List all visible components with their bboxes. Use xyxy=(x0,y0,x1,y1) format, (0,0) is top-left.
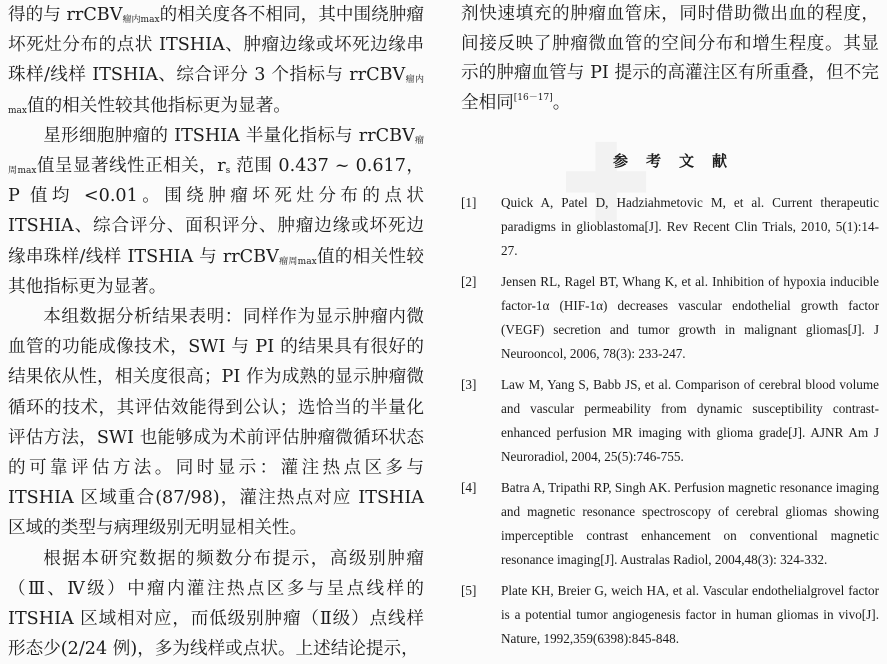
right-column xyxy=(461,0,879,658)
paragraph-1 xyxy=(8,121,424,302)
text-run: 范围 0.437 ~ 0.617，P 值均 <0.01。围绕肿瘤坏死灶分布的点状 ITSHIA、综合评分、面积评分、肿瘤边缘或坏死边缘串珠样/线样 ITSHIA 与 rrCBV xyxy=(8,156,424,267)
reference-text: Quick A, Patel D, Hadziahmetovic M, et al. Current therapeutic paradigms in glioblastoma[J]. Rev Recent Clin Trials, 2010, 5(1):14-27. xyxy=(501,195,879,258)
text-run: 。 xyxy=(552,92,571,113)
text-run: 值呈显著线性正相关，r xyxy=(36,156,226,177)
reference-number: [5] xyxy=(461,583,477,598)
reference-text: Plate KH, Breier G, weich HA, et al. Vascular endothelialgrovel factor is a potential tumor angiogenesis factor in human gliomas in vivo[J]. Nature, 1992,359(6398):845-848. xyxy=(501,583,879,646)
reference-item xyxy=(461,270,879,366)
reference-item xyxy=(461,476,879,572)
right-paragraph xyxy=(461,0,879,118)
reference-item xyxy=(461,373,879,469)
subscript: s xyxy=(225,166,231,177)
reference-number: [2] xyxy=(461,274,477,289)
reference-text: Batra A, Tripathi RP, Singh AK. Perfusion magnetic resonance imaging and magnetic resonance spectroscopy of cerebral gliomas showing imperceptible contrast enhancement on conventional magnetic resonance imaging[J]. Australas Radiol, 2004,48(3): 324-332. xyxy=(501,480,879,567)
paragraph-0 xyxy=(8,0,424,121)
text-run: 的相关度各不相同，其中围绕肿瘤坏死灶分布的点状 ITSHIA、肿瘤边缘或坏死边缘串珠样/线样 ITSHIA、综合评分 3 个指标与 rrCBV xyxy=(8,5,424,86)
reference-text: Law M, Yang S, Babb JS, et al. Comparison of cerebral blood volume and vascular permeability from dynamic susceptibility contrast-enhanced perfusion MR imaging with glioma grade[J]. AJNR Am J Neuroradiol, 2004, 25(5):746-755. xyxy=(501,377,879,464)
reference-item xyxy=(461,579,879,651)
text-run: 剂快速填充的肿瘤血管床，同时借助微出血的程度，间接反映了肿瘤微血管的空间分布和增生程度。其显示的肿瘤血管与 PI 提示的高灌注区有所重叠，但不完全相同 xyxy=(461,4,879,113)
text-run: 值的相关性较其他指标更为显著。 xyxy=(26,95,291,116)
text-run: 得的与 rrCBV xyxy=(8,5,123,25)
subscript: 瘤周max xyxy=(8,135,424,177)
subscript: 瘤周max xyxy=(278,256,317,267)
citation: [16－17] xyxy=(513,92,553,103)
reference-text: Jensen RL, Ragel BT, Whang K, et al. Inhibition of hypoxia inducible factor-1α (HIF-1α) decreases vascular endothelial growth factor (VEGF) secretion and tumor growth in malignant gliomas[J]. J Neurooncol, 2006, 78(3): 233-247. xyxy=(501,274,879,361)
references-heading: 参考文献 xyxy=(612,152,745,170)
subscript: 瘤内max xyxy=(8,75,424,116)
reference-list xyxy=(461,191,879,651)
text-run: 星形细胞肿瘤的 ITSHIA 半量化指标与 rrCBV xyxy=(43,125,415,146)
paragraph-2: 本组数据分析结果表明：同样作为显示肿瘤内微血管的功能成像技术，SWI 与 PI 的结果具有很好的结果依从性，相关度很高；PI 作为成熟的显示肿瘤微循环的技术，其评估效能得到公认；选恰当的半量化评估方法，SWI 也能够成为术前评估肿瘤微循环状态的可靠评估方法。同时显示：灌注热点区多与 ITSHIA 区域重合(87/98)，灌注热点对应 ITSHIA 区域的类型与病理级别无明显相关性。 xyxy=(8,307,424,539)
reference-number: [3] xyxy=(461,377,477,392)
reference-number: [1] xyxy=(461,195,477,210)
subscript: 瘤内max xyxy=(122,15,160,25)
text-run: 值的相关性较其他指标更为显著。 xyxy=(8,246,424,297)
left-column xyxy=(8,0,424,664)
reference-item xyxy=(461,191,879,263)
reference-number: [4] xyxy=(461,480,477,495)
paragraph-3: 根据本研究数据的频数分布提示，高级别肿瘤（Ⅲ、Ⅳ级）中瘤内灌注热点区多与呈点线样的 ITSHIA 区域相对应，而低级别肿瘤（Ⅱ级）点线样形态少(2/24 例)，多为线样或点状。上述结论提示， xyxy=(8,548,424,660)
